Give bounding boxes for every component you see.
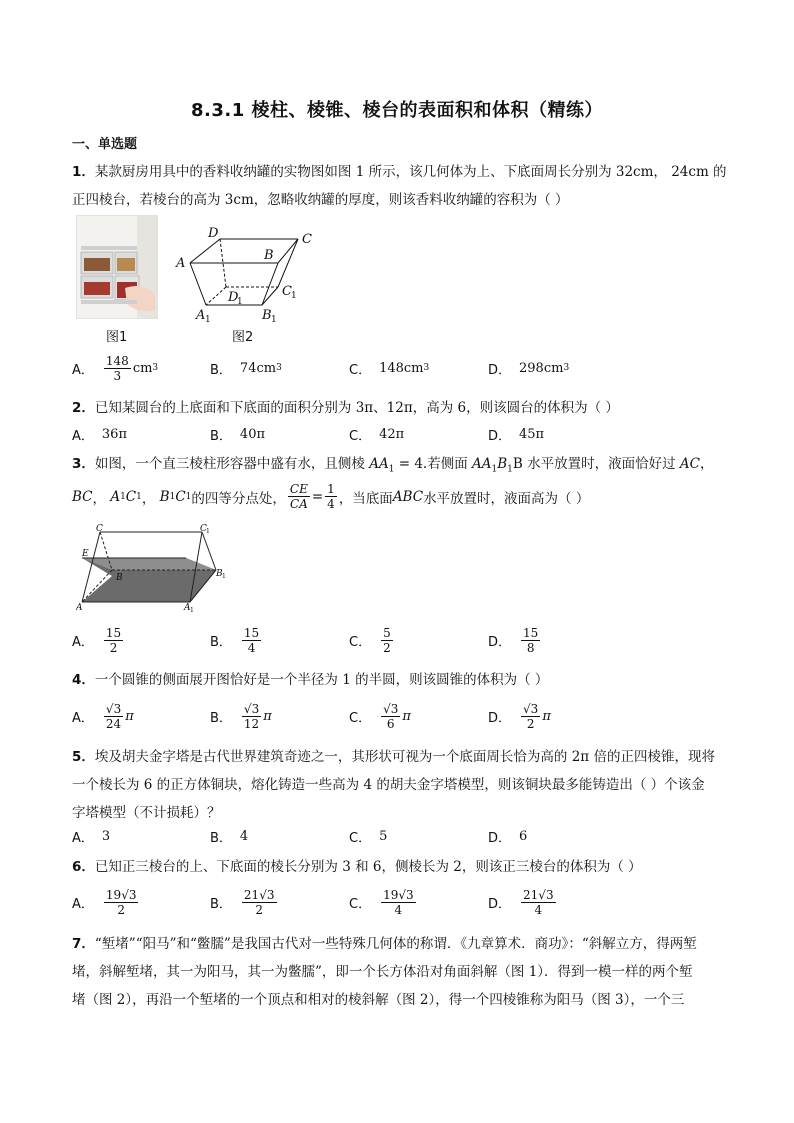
- q1-figure2-caption: 图2: [232, 330, 254, 345]
- q2-number: 2．: [72, 400, 95, 416]
- label-C: C: [302, 232, 312, 247]
- q1-line2: 正四棱台，若棱台的高为 3cm，忽略收纳罐的厚度，则该香料收纳罐的容积为（ ）: [72, 192, 569, 208]
- sub-B1: 1: [222, 573, 226, 580]
- q4-line1: 4．一个圆锥的侧面展开图恰好是一个半径为 1 的半圆，则该圆锥的体积为（ ）: [72, 672, 549, 688]
- sub-A1: 1: [190, 607, 194, 612]
- q3-options: [72, 620, 732, 660]
- q1-line1: 1．某款厨房用具中的香料收纳罐的实物图如图 1 所示，该几何体为上、下底面周长分别为 32cm， 24cm 的: [72, 164, 727, 180]
- q1-figure1-caption: 图1: [106, 330, 128, 345]
- label-C: C: [96, 524, 103, 534]
- q2-options: [72, 414, 732, 454]
- q5-options: [72, 816, 732, 856]
- q5-option-d[interactable]: D． 6: [488, 828, 528, 846]
- q5-option-b[interactable]: B． 4: [210, 828, 249, 846]
- sub-B1: 1: [271, 315, 277, 325]
- label-D: D: [208, 226, 219, 241]
- q4-option-d[interactable]: D． $\frac{√3}{2}$ π: [488, 701, 551, 731]
- q6-number: 6．: [72, 859, 95, 875]
- q3-option-c[interactable]: C． $\frac{5}{2}$: [349, 625, 391, 655]
- q5-line1: 5．埃及胡夫金字塔是古代世界建筑奇迹之一，其形状可视为一个底面周长恰为高的 2π 倍的正四棱锥，现将: [72, 749, 715, 765]
- q2-option-a[interactable]: A． 36π: [72, 426, 127, 444]
- label-A: A: [76, 603, 83, 612]
- label-D1: D: [228, 290, 239, 305]
- sub-D1: 1: [237, 297, 243, 307]
- sub-C1: 1: [206, 528, 210, 535]
- q2-option-d[interactable]: D． 45π: [488, 426, 545, 444]
- label-A1: A: [196, 308, 206, 323]
- q5-option-a[interactable]: A． 3: [72, 828, 111, 846]
- q2-option-c[interactable]: C． 42π: [349, 426, 405, 444]
- q7-line1: 7．“堑堵”“阳马”和“鳖臑”是我国古代对一些特殊几何体的称谓．《九章算术．商功》：“斜解立方，得两堑: [72, 936, 697, 952]
- q6-option-d[interactable]: D． $\frac{21√3}{4}$: [488, 887, 554, 917]
- q7-number: 7．: [72, 936, 95, 952]
- page-title: 8.3.1 棱柱、棱锥、棱台的表面积和体积（精练）: [190, 100, 603, 121]
- q6-line1: 6．已知正三棱台的上、下底面的棱长分别为 3 和 6，侧棱长为 2，则该正三棱台的体积为（ ）: [72, 859, 642, 875]
- q4-number: 4．: [72, 672, 95, 688]
- label-B: B: [116, 573, 123, 583]
- q1-figure1-photo: [76, 215, 158, 319]
- label-A: A: [176, 256, 186, 271]
- q6-option-c[interactable]: C． $\frac{19√3}{4}$: [349, 887, 414, 917]
- q1-option-d[interactable]: D． 298cm 3: [488, 360, 570, 378]
- q6-option-b[interactable]: B． $\frac{21√3}{2}$: [210, 887, 275, 917]
- label-A1: A: [184, 603, 191, 612]
- q3-line1: 3．如图，一个直三棱柱形容器中盛有水，且侧棱 $AA_1 = 4$.若侧面 $AA_1B_1B$ 水平放置时，液面恰好过 AC，: [72, 456, 714, 475]
- q2-option-b[interactable]: B． 40π: [210, 426, 266, 444]
- q3-figure-prism: [76, 524, 226, 612]
- q5-line2: 一个棱长为 6 的正方体铜块，熔化铸造一些高为 4 的胡夫金字塔模型，则该铜块最多能铸造出（ ）个该金: [72, 777, 705, 793]
- q1-figure2-frustum: [170, 225, 320, 325]
- q1-option-b[interactable]: B． 74cm 3: [210, 360, 282, 378]
- q3-number: 3．: [72, 456, 95, 472]
- sub-A1: 1: [205, 315, 211, 325]
- label-B: B: [264, 248, 274, 263]
- q1-number: 1．: [72, 164, 95, 180]
- q1-option-c[interactable]: C． 148cm 3: [349, 360, 430, 378]
- q5-number: 5．: [72, 749, 95, 765]
- label-C1: C: [200, 524, 207, 534]
- q4-option-a[interactable]: A． $\frac{√3}{24}$ π: [72, 701, 134, 731]
- q3-option-b[interactable]: B． $\frac{15}{4}$: [210, 625, 260, 655]
- q4-option-b[interactable]: B． $\frac{√3}{12}$ π: [210, 701, 272, 731]
- label-B1: B: [262, 308, 272, 323]
- spice-jars-image: [77, 216, 157, 318]
- q7-line3: 堵（图 2），再沿一个堑堵的一个顶点和相对的棱斜解（图 2），得一个四棱锥称为阳马（图 3），一个三: [72, 992, 685, 1008]
- q3-line2: BC ， A 1 C 1 ， B 1 C 1 的四等分点处， $\frac{CE}{CA}$ = $\frac{1}{4}$ ，当底面 ABC 水平放置时，液面高为（ ）: [72, 482, 590, 511]
- q4-option-c[interactable]: C． $\frac{√3}{6}$ π: [349, 701, 411, 731]
- q1-option-a[interactable]: A． $\frac{148}{3}$ cm 3: [72, 353, 159, 383]
- label-B1: B: [216, 569, 223, 579]
- q3-option-a[interactable]: A． $\frac{15}{2}$: [72, 625, 122, 655]
- sub-C1: 1: [291, 291, 297, 301]
- q5-option-c[interactable]: C． 5: [349, 828, 388, 846]
- q6-options: [72, 882, 732, 922]
- q5-line3: 字塔模型（不计损耗）？: [72, 805, 221, 821]
- q1-options: [72, 348, 732, 388]
- q6-option-a[interactable]: A． $\frac{19√3}{2}$: [72, 887, 137, 917]
- label-E: E: [82, 549, 89, 559]
- section-heading: 一、单选题: [72, 137, 138, 152]
- label-C1: C: [282, 284, 292, 299]
- q4-options: [72, 696, 732, 736]
- q7-line2: 堵，斜解堑堵，其一为阳马，其一为鳖臑”，即一个长方体沿对角面斜解（图 1）．得到一模一样的两个堑: [72, 964, 693, 980]
- q3-option-d[interactable]: D． $\frac{15}{8}$: [488, 625, 539, 655]
- q2-line1: 2．已知某圆台的上底面和下底面的面积分别为 3π、12π，高为 6，则该圆台的体积为（ ）: [72, 400, 619, 416]
